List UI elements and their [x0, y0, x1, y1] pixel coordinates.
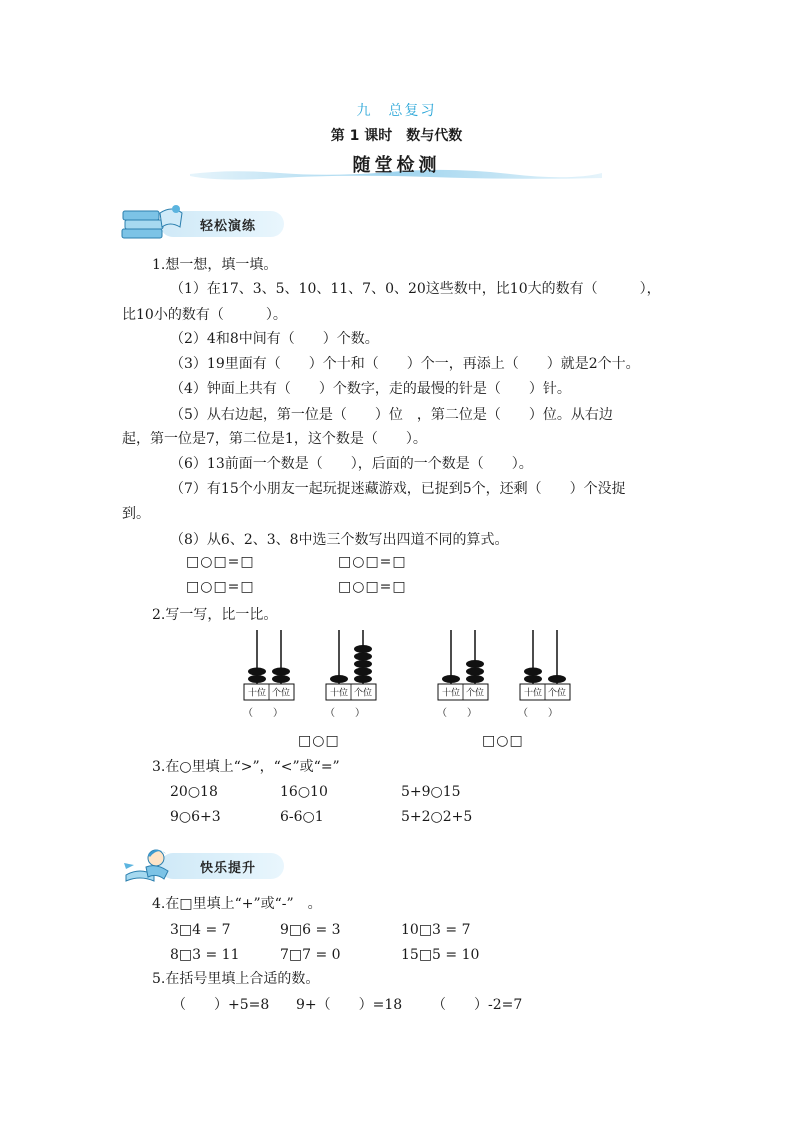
q3-item[interactable]: 5+2○2+5	[401, 809, 473, 825]
q1-part7-line2: 到。	[122, 506, 150, 522]
abacus-bead	[354, 660, 372, 668]
q1-part3: （3）19里面有（ ）个十和（ ）个一，再添上（ ）就是2个十。	[170, 356, 640, 372]
q1-part7-line1: （7）有15个小朋友一起玩捉迷藏游戏，已捉到5个，还剩（ ）个没捉	[170, 481, 626, 497]
q4-item[interactable]: 15□5 = 10	[401, 947, 480, 963]
q2-title: 2.写一写，比一比。	[152, 607, 278, 623]
q3-item[interactable]: 5+9○15	[401, 784, 461, 800]
q4-item[interactable]: 8□3 = 11	[170, 947, 240, 963]
q1-part5-line2: 起，第一位是7，第二位是1，这个数是（ ）。	[122, 431, 427, 447]
formula-box[interactable]: □○□=□	[338, 554, 407, 570]
section-label: 快乐提升	[200, 861, 257, 876]
q4-item[interactable]: 7□7 = 0	[280, 947, 341, 963]
abacus-bead	[354, 645, 372, 653]
abacus-answer-paren[interactable]: （ ）	[518, 708, 558, 719]
section-banner-practice	[120, 203, 290, 243]
abacus-bead	[272, 668, 290, 676]
abacus-answer-paren[interactable]: （ ）	[325, 708, 365, 719]
q3-title: 3.在○里填上“>”，“<”或“=”	[152, 759, 340, 775]
abacus-bead	[354, 668, 372, 676]
q1-part5-line1: （5）从右边起，第一位是（ ）位 ，第二位是（ ）位。从右边	[170, 407, 613, 423]
q3-item[interactable]: 9○6+3	[170, 809, 221, 825]
abacus-answer-paren[interactable]: （ ）	[243, 708, 283, 719]
books-icon	[120, 203, 190, 243]
q3-item[interactable]: 20○18	[170, 784, 218, 800]
quiz-title: 随堂检测	[352, 155, 441, 176]
abacus-bead	[248, 668, 266, 676]
abacus-bead	[524, 675, 542, 683]
lesson-title: 第 1 课时 数与代数	[330, 128, 463, 144]
q3-item[interactable]: 6-6○1	[280, 809, 324, 825]
compare-box[interactable]: □○□	[298, 733, 340, 749]
place-label-tens: 十位	[247, 688, 267, 699]
q5-title: 5.在括号里填上合适的数。	[152, 971, 320, 987]
place-label-ones: 个位	[353, 688, 373, 699]
abacus-bead	[524, 668, 542, 676]
section-banner-improve	[120, 845, 290, 885]
abacus-bead	[354, 675, 372, 683]
formula-box[interactable]: □○□=□	[186, 579, 255, 595]
q5-item[interactable]: （ ）+5=8	[172, 997, 270, 1013]
q1-part2: （2）4和8中间有（ ）个数。	[170, 331, 379, 347]
q4-item[interactable]: 10□3 = 7	[401, 922, 471, 938]
abacus-bead	[330, 675, 348, 683]
abacus-bead	[442, 675, 460, 683]
abacus-bead	[466, 675, 484, 683]
abacus-bead	[466, 660, 484, 668]
formula-box[interactable]: □○□=□	[338, 579, 407, 595]
compare-box[interactable]: □○□	[482, 733, 524, 749]
q1-title: 1.想一想，填一填。	[152, 257, 278, 273]
q4-item[interactable]: 3□4 = 7	[170, 922, 231, 938]
q5-item[interactable]: 9+（ ）=18	[296, 997, 403, 1013]
abacus-bead	[248, 675, 266, 683]
abacus-bead	[272, 675, 290, 683]
q1-part4: （4）钟面上共有（ ）个数字，走的最慢的针是（ ）针。	[170, 381, 571, 397]
place-label-ones: 个位	[547, 688, 567, 699]
place-label-tens: 十位	[523, 688, 543, 699]
q1-part1-line2: 比10小的数有（ ）。	[122, 307, 287, 323]
abacus-bead	[466, 668, 484, 676]
abacus-bead	[548, 675, 566, 683]
q4-item[interactable]: 9□6 = 3	[280, 922, 341, 938]
q1-part1-line1: （1）在17、3、5、10、11、7、0、20这些数中，比10大的数有（ ），	[170, 281, 661, 297]
chapter-title: 九 总复习	[356, 103, 437, 119]
child-reading-icon	[120, 845, 190, 885]
section-label: 轻松演练	[200, 219, 257, 234]
formula-box[interactable]: □○□=□	[186, 554, 255, 570]
q1-part6: （6）13前面一个数是（ ），后面的一个数是（ ）。	[170, 456, 533, 472]
q5-item[interactable]: （ ）-2=7	[432, 997, 523, 1013]
place-label-ones: 个位	[465, 688, 485, 699]
q4-title: 4.在□里填上“+”或“-” 。	[152, 896, 322, 912]
place-label-tens: 十位	[329, 688, 349, 699]
q3-item[interactable]: 16○10	[280, 784, 328, 800]
place-label-ones: 个位	[271, 688, 291, 699]
q1-part8: （8）从6、2、3、8中选三个数写出四道不同的算式。	[170, 532, 509, 548]
abacus-bead	[354, 653, 372, 661]
place-label-tens: 十位	[441, 688, 461, 699]
abacus-answer-paren[interactable]: （ ）	[437, 708, 477, 719]
